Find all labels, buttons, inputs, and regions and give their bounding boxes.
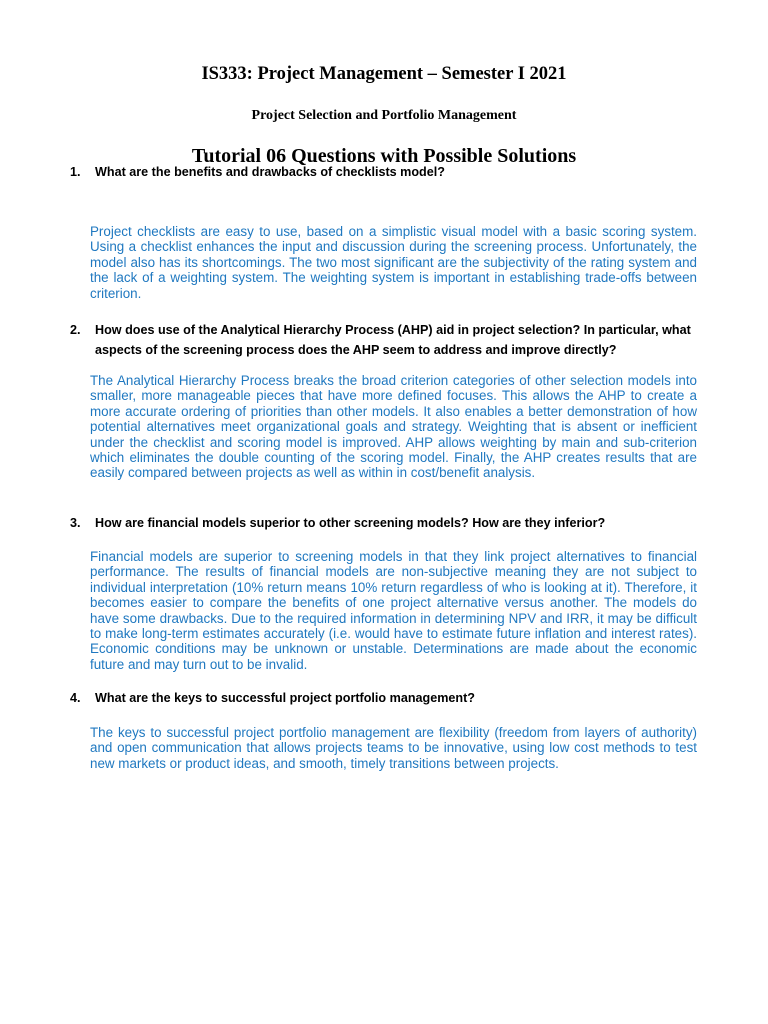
answer-1: Project checklists are easy to use, based on a simplistic visual model with a basic scoring system. Using a checklist enhances the input and discussion during the screening process. Unfortunately, the model also has its shortcomings. The two most significant are the subjectivity of the rating system and the lack of a weighting system. The weighting system is important in establishing trade-offs between criterion. xyxy=(90,224,697,301)
question-number: 1. xyxy=(70,165,81,179)
document-subtitle: Project Selection and Portfolio Management xyxy=(251,108,517,123)
question-text: What are the benefits and drawbacks of checklists model? xyxy=(95,165,445,179)
course-title: IS333: Project Management – Semester I 2021 xyxy=(201,64,567,84)
question-4 xyxy=(70,688,710,708)
question-number: 2. xyxy=(70,323,81,337)
question-text: What are the keys to successful project portfolio management? xyxy=(95,691,475,705)
question-2 xyxy=(70,320,710,360)
question-text: How are financial models superior to other screening models? How are they inferior? xyxy=(95,516,606,530)
question-number: 4. xyxy=(70,691,81,705)
question-text: How does use of the Analytical Hierarchy Process (AHP) aid in project selection? In particular, what aspects of the screening process does the AHP seem to address and improve directly? xyxy=(95,323,691,357)
answer-2: The Analytical Hierarchy Process breaks the broad criterion categories of other selection models into smaller, more manageable pieces that have more defined focuses. This allows the AHP to create a more accurate ordering of priorities than other models. It also enables a better demonstration of how potential alternatives meet organizational goals and strategy. Weighting that is absent or inefficient under the checklist and scoring model is improved. AHP allows weighting by main and sub-criterion which eliminates the double counting of the scoring model. Finally, the AHP creates results that are easily compared between projects as well as within in cost/benefit analysis. xyxy=(90,373,697,481)
question-3 xyxy=(70,513,710,533)
question-number: 3. xyxy=(70,516,81,530)
answer-4: The keys to successful project portfolio management are flexibility (freedom from layers of authority) and open communication that allows projects teams to be innovative, using low cost methods to test new markets or product ideas, and smooth, timely transitions between projects. xyxy=(90,725,697,771)
question-1 xyxy=(70,162,710,182)
tutorial-title: Tutorial 06 Questions with Possible Solutions xyxy=(191,145,577,167)
answer-3: Financial models are superior to screening models in that they link project alternatives to financial performance. The results of financial models are non-subjective meaning they are not subject to individual interpretation (10% return means 10% return regardless of who is looking at it). Therefore, it becomes easier to compare the benefits of one project alternative versus another. The models do have some drawbacks. Due to the required information in determining NPV and IRR, it may be difficult to make long-term estimates accurately (i.e. would have to estimate future inflation and interest rates). Economic conditions may be unknown or unstable. Determinations are made about the economic future and may turn out to be invalid. xyxy=(90,549,697,672)
